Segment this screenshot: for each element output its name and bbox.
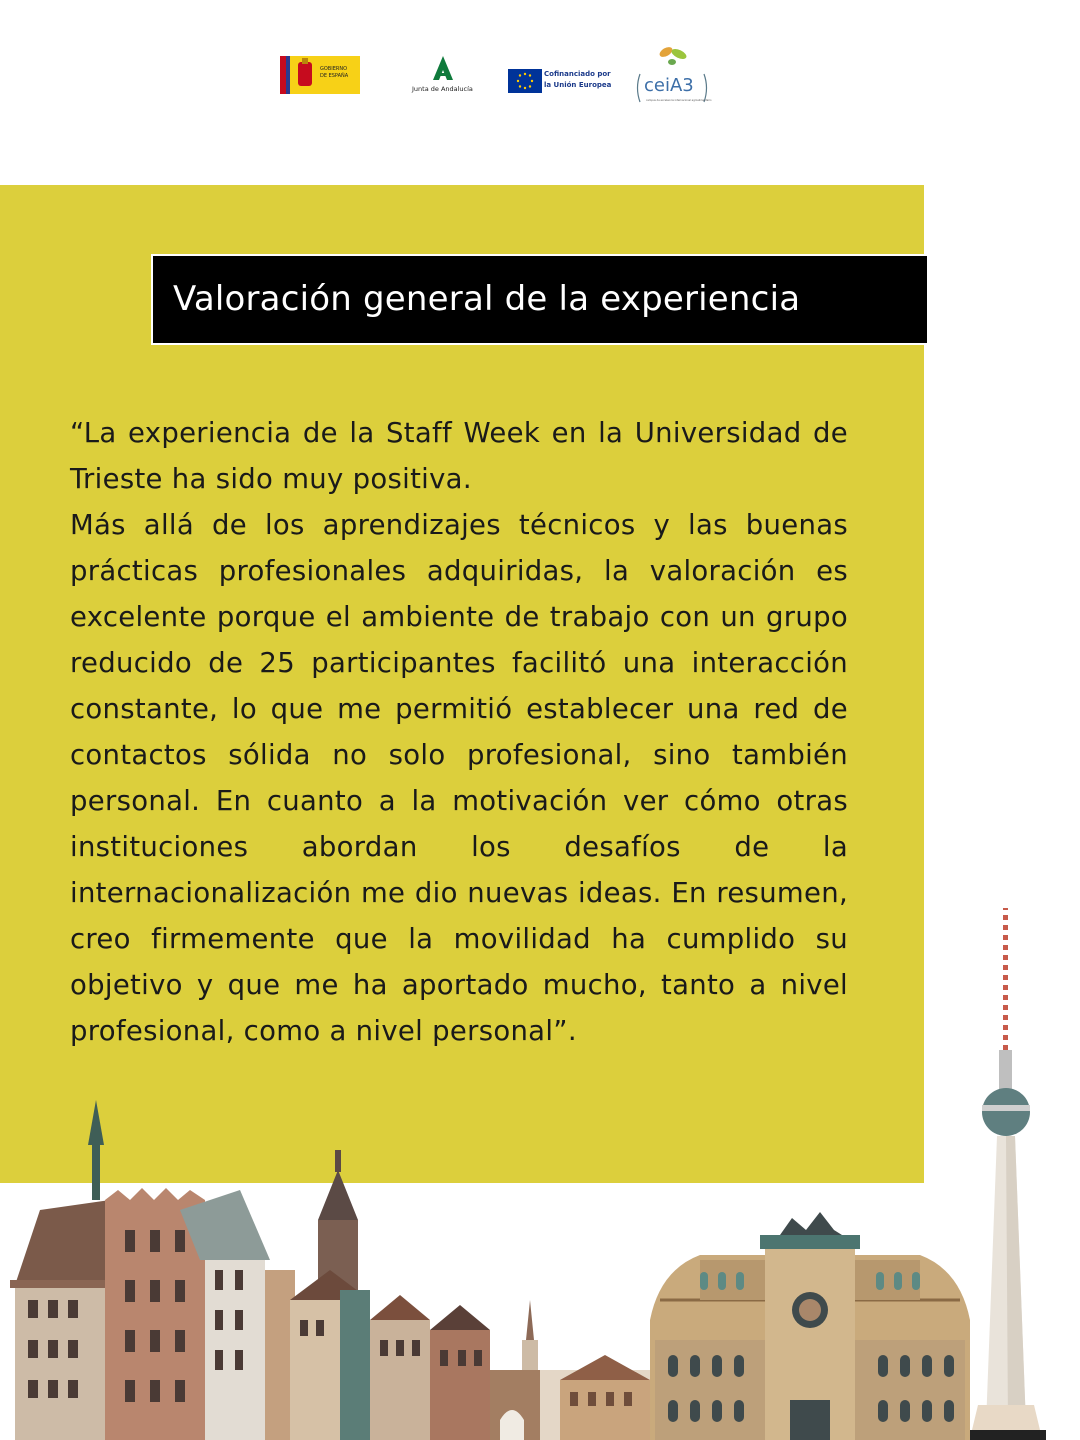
eu-line2: la Unión Europea [544, 81, 612, 89]
ceia3-logo [632, 38, 712, 114]
title-box [153, 256, 927, 343]
tv-tower-icon [968, 908, 1046, 1440]
spain-line2: DE ESPAÑA [320, 73, 349, 79]
paragraph-1: “La experiencia de la Staff Week en la Universidad de Trieste ha sido muy positiva. [70, 417, 848, 495]
ceia3-label: ceiA3 [644, 75, 694, 96]
opera-house-icon [650, 1212, 970, 1440]
eu-cofinanciado-logo [508, 69, 612, 93]
spain-line1: GOBIERNO [320, 66, 348, 72]
old-town-buildings-icon [10, 1100, 490, 1440]
paragraph-2: Más allá de los aprendizajes técnicos y las buenas prácticas profesionales adquiridas, la valoración es excelente porque el ambiente de trabajo con un grupo reducido de 25 participantes facilitó una interacción constante, lo que me permitió establecer una red de contactos sólida no solo profesional, sino también personal. En cuanto a la motivación ver cómo otras instituciones abordan los desafíos de la internacionalización me dio nuevas ideas. En resumen, creo firmemente que la movilidad ha cumplido su objetivo y que me ha aportado mucho, tanto a nivel profesional, como a nivel personal”. [70, 509, 848, 1047]
andalucia-label: Junta de Andalucía [412, 85, 473, 93]
eu-line1: Cofinanciado por [544, 70, 611, 78]
city-skyline-illustration [0, 900, 1080, 1440]
page-title: Valoración general de la experiencia [173, 279, 801, 319]
ceia3-tagline: campus de excelencia internacional agroalimentario [646, 99, 712, 102]
gobierno-espana-logo [280, 56, 360, 94]
logo-strip [270, 38, 730, 114]
small-church-icon [490, 1300, 650, 1440]
junta-andalucia-logo [408, 54, 478, 98]
